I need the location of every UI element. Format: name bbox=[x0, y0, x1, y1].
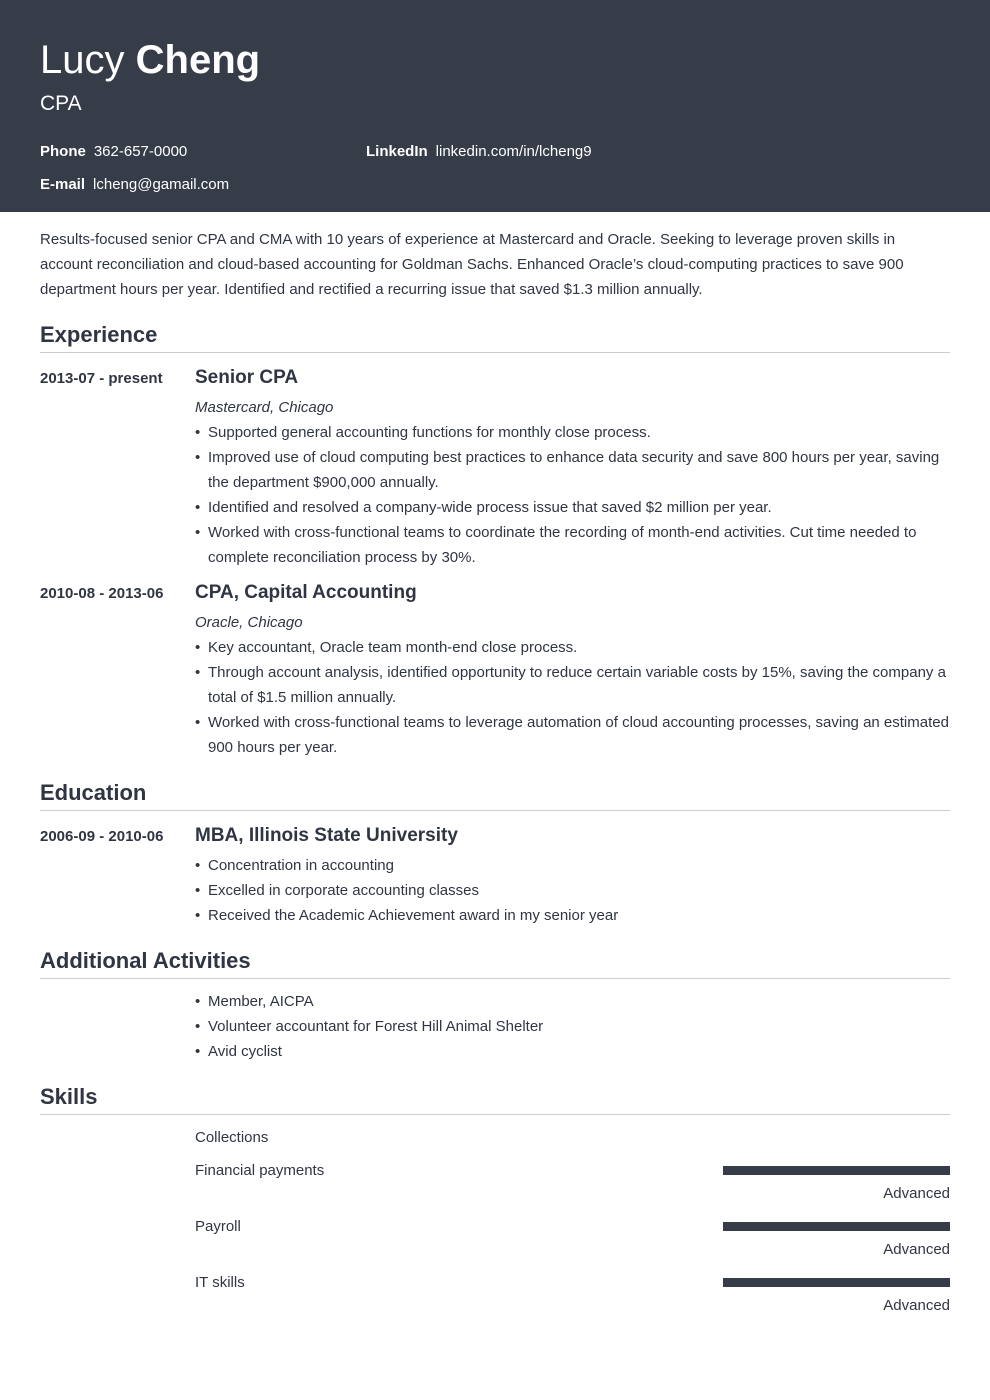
list-item: • Identified and resolved a company-wide process issue that saved $2 million per year. bbox=[195, 495, 950, 520]
list-item: • Worked with cross-functional teams to coordinate the recording of month-end activities. Cut time needed to complete reconciliation process by 30%. bbox=[195, 520, 950, 570]
job-1-dates: 2013-07 - present bbox=[40, 370, 163, 387]
job-2-company: Oracle, Chicago bbox=[195, 614, 303, 631]
contact-linkedin bbox=[366, 142, 592, 162]
education-divider bbox=[40, 810, 950, 811]
job-2-bullets bbox=[195, 635, 950, 760]
list-item: • Received the Academic Achievement award in my senior year bbox=[195, 903, 950, 928]
list-item: • Excelled in corporate accounting classes bbox=[195, 878, 950, 903]
experience-heading: Experience bbox=[40, 322, 158, 347]
email-value[interactable]: lcheng@gamail.com bbox=[93, 176, 230, 193]
list-item: • Through account analysis, identified opportunity to reduce certain variable costs by 15%, saving the company a total of $1.5 million annually. bbox=[195, 660, 950, 710]
list-item: • Key accountant, Oracle team month-end close process. bbox=[195, 635, 950, 660]
skill-name: Collections bbox=[195, 1129, 269, 1146]
activities-heading: Additional Activities bbox=[40, 948, 251, 973]
phone-value: 362-657-0000 bbox=[93, 143, 188, 160]
skill-level-bar bbox=[723, 1278, 950, 1287]
first-name: Lucy bbox=[40, 38, 125, 82]
list-item: • Member, AICPA bbox=[195, 989, 950, 1014]
last-name: Cheng bbox=[135, 38, 261, 82]
education-degree: MBA, Illinois State University bbox=[195, 825, 458, 846]
skill-level-label: Advanced bbox=[883, 1185, 950, 1202]
candidate-title: CPA bbox=[40, 92, 82, 115]
skill-name: IT skills bbox=[195, 1274, 245, 1291]
activities-bullets bbox=[195, 989, 950, 1064]
skill-level-bar bbox=[723, 1166, 950, 1175]
job-2-role: CPA, Capital Accounting bbox=[195, 582, 417, 603]
contact-email bbox=[40, 175, 229, 195]
skill-level-bar bbox=[723, 1222, 950, 1231]
list-item: • Volunteer accountant for Forest Hill Animal Shelter bbox=[195, 1014, 950, 1039]
education-dates: 2006-09 - 2010-06 bbox=[40, 828, 164, 845]
experience-divider bbox=[40, 352, 950, 353]
list-item: • Supported general accounting functions for monthly close process. bbox=[195, 420, 950, 445]
linkedin-value[interactable]: linkedin.com/in/lcheng9 bbox=[435, 143, 592, 160]
job-1-role: Senior CPA bbox=[195, 367, 299, 388]
skills-divider bbox=[40, 1114, 950, 1115]
job-2-dates: 2010-08 - 2013-06 bbox=[40, 585, 164, 602]
resume-header bbox=[0, 0, 990, 212]
email-label: E-mail bbox=[40, 176, 86, 193]
linkedin-label: LinkedIn bbox=[366, 143, 428, 160]
summary-paragraph: Results-focused senior CPA and CMA with 10 years of experience at Mastercard and Oracle. Seeking to leverage proven skills in account reconciliation and cloud-based accounting for Goldman Sachs. Enhanced Oracle’s cloud-computing practices to save 900 department hours per year. Identified and rectified a recurring issue that saved $1.3 million annually. bbox=[40, 231, 904, 298]
skill-level-label: Advanced bbox=[883, 1241, 950, 1258]
skill-name: Financial payments bbox=[195, 1162, 325, 1179]
education-heading: Education bbox=[40, 780, 147, 805]
skills-heading: Skills bbox=[40, 1084, 98, 1109]
list-item: • Avid cyclist bbox=[195, 1039, 950, 1064]
contact-phone bbox=[40, 142, 187, 162]
candidate-name bbox=[40, 36, 260, 84]
job-1-company: Mastercard, Chicago bbox=[195, 399, 334, 416]
activities-divider bbox=[40, 978, 950, 979]
job-1-bullets bbox=[195, 420, 950, 570]
skill-level-label: Advanced bbox=[883, 1297, 950, 1314]
list-item: • Improved use of cloud computing best practices to enhance data security and save 800 hours per year, saving the department $900,000 annually. bbox=[195, 445, 950, 495]
skill-name: Payroll bbox=[195, 1218, 241, 1235]
phone-label: Phone bbox=[40, 143, 86, 160]
education-bullets bbox=[195, 853, 950, 928]
list-item: • Concentration in accounting bbox=[195, 853, 950, 878]
list-item: • Worked with cross-functional teams to leverage automation of cloud accounting processes, saving an estimated 900 hours per year. bbox=[195, 710, 950, 760]
